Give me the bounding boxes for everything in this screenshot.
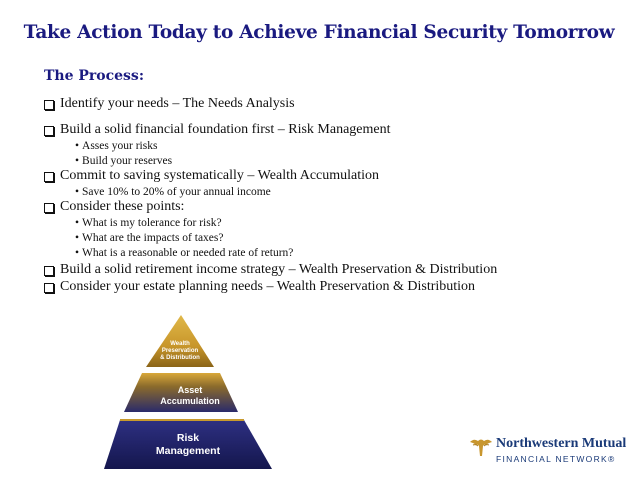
pyramid-middle-label	[140, 385, 240, 407]
sub-item	[75, 139, 157, 153]
process-item-text: Consider your estate planning needs – Wealth Preservation & Distribution	[60, 279, 476, 294]
pyramid-bottom-label	[138, 432, 238, 458]
checkbox-bullet-icon	[44, 126, 54, 136]
eagle-emblem-icon	[468, 436, 494, 458]
pyramid-middle-line: Accumulation	[160, 396, 220, 406]
bullet-dot-icon: •	[75, 232, 80, 244]
checkbox-bullet-icon	[44, 100, 54, 110]
pyramid-top-label	[150, 341, 210, 362]
pyramid-middle-line: Asset	[177, 385, 203, 395]
bullet-dot-icon: •	[75, 217, 80, 229]
process-item-wealth-accumulation	[44, 168, 379, 184]
pyramid-bottom-line: Management	[155, 445, 221, 457]
sub-item	[75, 185, 271, 199]
sub-item	[75, 246, 293, 260]
process-item-retirement-income	[44, 262, 497, 278]
sub-item-text: Asses your risks	[82, 140, 158, 152]
process-item-text: Commit to saving systematically – Wealth Accumulation	[60, 168, 380, 183]
logo-network: FINANCIAL NETWORK®	[496, 454, 616, 464]
sub-item	[75, 216, 222, 230]
sub-item-text: What is a reasonable or needed rate of return?	[82, 247, 294, 259]
process-item-consider-points	[44, 199, 184, 215]
bullet-dot-icon: •	[75, 186, 80, 198]
sub-item	[75, 154, 172, 168]
bullet-dot-icon: •	[75, 155, 80, 167]
sub-item-text: What are the impacts of taxes?	[82, 232, 224, 244]
bullet-dot-icon: •	[75, 247, 80, 259]
checkbox-bullet-icon	[44, 203, 54, 213]
process-item-text: Build a solid retirement income strategy – Wealth Preservation & Distribution	[60, 262, 498, 277]
slide-title: Take Action Today to Achieve Financial Security Tomorrow	[23, 22, 615, 43]
process-item-text: Identify your needs – The Needs Analysis	[60, 96, 295, 111]
sub-item	[75, 231, 223, 245]
pyramid-bottom-line: Risk	[176, 432, 200, 444]
sub-item-text: What is my tolerance for risk?	[82, 217, 222, 229]
pyramid-top-line: Preservation	[161, 348, 199, 354]
bullet-dot-icon: •	[75, 140, 80, 152]
pyramid-top-line: & Distribution	[160, 355, 200, 361]
logo-name: Northwestern Mutual	[496, 436, 627, 451]
financial-pyramid	[104, 314, 276, 475]
sub-item-text: Save 10% to 20% of your annual income	[82, 186, 271, 198]
process-item-needs-analysis	[44, 96, 295, 112]
northwestern-mutual-logo	[468, 436, 628, 466]
process-item-text: Build a solid financial foundation first – Risk Management	[60, 122, 391, 137]
process-item-text: Consider these points:	[60, 199, 185, 214]
process-heading: The Process:	[44, 68, 144, 84]
checkbox-bullet-icon	[44, 172, 54, 182]
checkbox-bullet-icon	[44, 266, 54, 276]
pyramid-top-line: Wealth	[170, 341, 190, 347]
sub-item-text: Build your reserves	[82, 155, 173, 167]
process-item-risk-management	[44, 122, 391, 138]
checkbox-bullet-icon	[44, 283, 54, 293]
process-item-estate-planning	[44, 279, 475, 295]
